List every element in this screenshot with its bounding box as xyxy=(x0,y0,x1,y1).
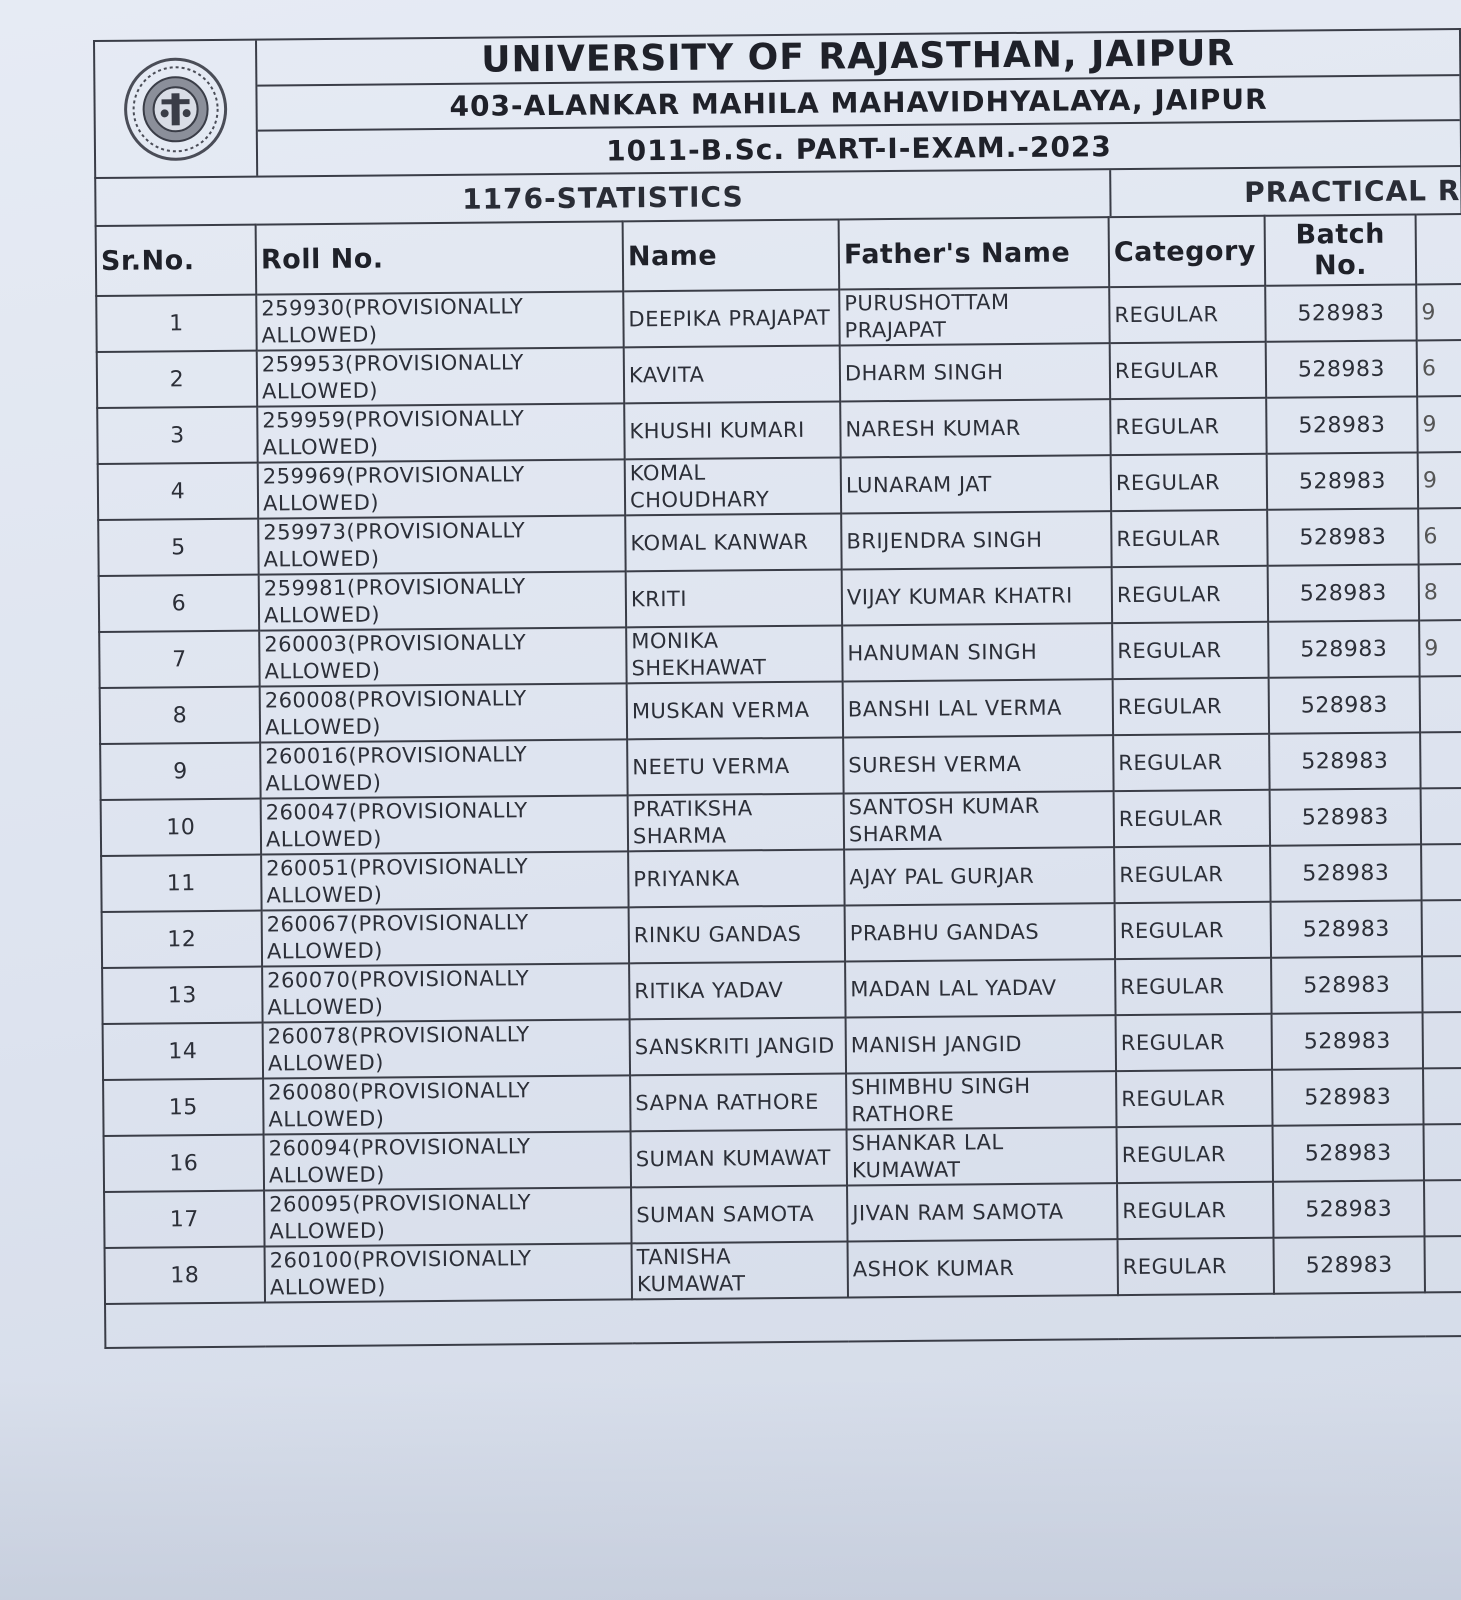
cut-off-cell xyxy=(1421,788,1461,844)
batch-no-cell: 528983 xyxy=(1272,1068,1423,1125)
sr-no-cell: 7 xyxy=(99,631,259,688)
cut-off-cell: 8 xyxy=(1419,564,1461,620)
father-name-cell: ASHOK KUMAR xyxy=(848,1239,1118,1297)
roll-no-text: 259959(PROVISIONALLY xyxy=(262,406,525,433)
category-cell: REGULAR xyxy=(1114,846,1270,903)
sr-no-cell: 9 xyxy=(100,743,260,800)
roll-status-text: ALLOWED) xyxy=(265,770,382,796)
exam-title: 1011-B.Sc. PART-I-EXAM.-2023 xyxy=(258,119,1460,175)
batch-no-cell: 528983 xyxy=(1267,508,1418,565)
roll-no-cell xyxy=(263,1019,630,1078)
roll-no-text: 259969(PROVISIONALLY xyxy=(262,462,525,489)
col-name: Name xyxy=(623,220,840,292)
roll-no-cell xyxy=(259,571,626,630)
category-cell: REGULAR xyxy=(1112,566,1268,623)
cut-off-cell xyxy=(1422,900,1461,956)
batch-no-cell: 528983 xyxy=(1266,396,1417,453)
roll-status-text: ALLOWED) xyxy=(268,1106,385,1132)
sr-no-cell: 6 xyxy=(99,575,259,632)
student-name-cell: SUMAN KUMAWAT xyxy=(631,1129,847,1187)
university-seal-icon xyxy=(121,54,230,163)
roll-no-text: 260047(PROVISIONALLY xyxy=(265,798,528,825)
cut-off-cell xyxy=(1421,844,1461,900)
sr-no-cell: 15 xyxy=(103,1079,263,1136)
student-name-cell: DEEPIKA PRAJAPAT xyxy=(623,289,839,347)
roll-no-text: 260008(PROVISIONALLY xyxy=(264,686,527,713)
student-name-cell: SAPNA RATHORE xyxy=(630,1073,846,1131)
sr-no-cell: 12 xyxy=(102,911,262,968)
category-cell: REGULAR xyxy=(1113,678,1269,735)
roll-status-text: ALLOWED) xyxy=(265,826,383,852)
father-name-cell: VIJAY KUMAR KHATRI xyxy=(842,567,1112,625)
roll-no-cell xyxy=(257,403,624,462)
roll-status-text: ALLOWED) xyxy=(261,322,378,348)
student-table xyxy=(95,213,1461,1349)
father-name-cell: LUNARAM JAT xyxy=(841,455,1111,513)
roll-no-text: 259981(PROVISIONALLY xyxy=(263,574,526,601)
roll-no-cell xyxy=(256,291,623,350)
paper-shadow xyxy=(0,1380,1461,1600)
roll-no-cell xyxy=(257,347,624,406)
father-name-cell: DHARM SINGH xyxy=(840,343,1110,401)
batch-no-cell: 528983 xyxy=(1270,788,1421,845)
roll-status-text: ALLOWED) xyxy=(263,602,381,628)
cut-off-cell xyxy=(1424,1180,1461,1236)
student-name-cell: KHUSHI KUMARI xyxy=(624,401,840,459)
father-name-cell: BANSHI LAL VERMA xyxy=(843,679,1113,737)
roll-status-text: ALLOWED) xyxy=(267,1050,384,1076)
student-name-cell: NEETU VERMA xyxy=(627,737,843,795)
sr-no-cell: 11 xyxy=(101,855,261,912)
category-cell: REGULAR xyxy=(1112,622,1268,679)
roll-status-text: ALLOWED) xyxy=(269,1218,386,1244)
category-cell: REGULAR xyxy=(1118,1238,1274,1295)
roll-status-text: ALLOWED) xyxy=(268,1162,385,1188)
student-name-cell: PRIYANKA xyxy=(628,849,844,907)
roll-no-text: 260100(PROVISIONALLY xyxy=(269,1246,532,1273)
university-title: UNIVERSITY OF RAJASTHAN, JAIPUR xyxy=(481,33,1236,81)
cut-off-cell xyxy=(1420,732,1461,788)
batch-no-cell: 528983 xyxy=(1268,564,1419,621)
roll-no-text: 260095(PROVISIONALLY xyxy=(269,1190,532,1217)
batch-no-cell: 528983 xyxy=(1270,844,1421,901)
roll-status-text: ALLOWED) xyxy=(264,658,381,684)
roll-status-text: ALLOWED) xyxy=(266,882,383,908)
roll-no-cell xyxy=(264,1131,631,1190)
category-cell: REGULAR xyxy=(1114,790,1270,847)
category-cell: REGULAR xyxy=(1115,902,1271,959)
category-cell: REGULAR xyxy=(1115,958,1271,1015)
roll-status-text: ALLOWED) xyxy=(263,546,380,572)
table-header-row xyxy=(96,214,1461,296)
roll-no-cell xyxy=(262,907,629,966)
father-name-cell: MANISH JANGID xyxy=(846,1015,1116,1073)
student-name-cell: SUMAN SAMOTA xyxy=(631,1185,847,1243)
roll-status-text: ALLOWED) xyxy=(267,994,384,1020)
batch-no-cell: 528983 xyxy=(1266,340,1417,397)
student-name-cell: KOMAL CHOUDHARY xyxy=(625,457,841,515)
batch-no-cell: 528983 xyxy=(1268,620,1419,677)
sr-no-cell: 5 xyxy=(98,519,258,576)
student-name-cell: KRITI xyxy=(626,569,842,627)
roll-no-cell xyxy=(263,1075,630,1134)
student-name-cell: MONIKA SHEKHAWAT xyxy=(626,625,842,683)
result-document xyxy=(93,28,1461,1349)
roll-status-text: ALLOWED) xyxy=(262,434,379,460)
subject-title: 1176-STATISTICS xyxy=(96,170,1111,225)
col-roll-no: Roll No. xyxy=(256,221,624,294)
cut-off-cell xyxy=(1423,1012,1461,1068)
col-sr-no: Sr.No. xyxy=(96,225,257,296)
student-name-cell: TANISHA KUMAWAT xyxy=(632,1241,848,1299)
category-cell: REGULAR xyxy=(1110,398,1266,455)
father-name-cell: BRIJENDRA SINGH xyxy=(841,511,1111,569)
roll-status-text: ALLOWED) xyxy=(269,1274,386,1300)
father-name-cell: SANTOSH KUMAR SHARMA xyxy=(844,791,1114,849)
batch-no-cell: 528983 xyxy=(1272,1012,1423,1069)
roll-no-text: 259973(PROVISIONALLY xyxy=(263,518,526,545)
cut-off-cell xyxy=(1424,1124,1461,1180)
batch-no-cell: 528983 xyxy=(1265,284,1416,341)
roll-no-cell xyxy=(258,459,625,518)
sr-no-cell: 13 xyxy=(102,967,262,1024)
cut-off-cell xyxy=(1424,1236,1461,1292)
category-cell: REGULAR xyxy=(1117,1126,1273,1183)
cut-off-cell: 9 xyxy=(1418,452,1461,508)
document-header xyxy=(93,28,1461,177)
batch-no-cell: 528983 xyxy=(1273,1236,1424,1293)
father-name-cell: JIVAN RAM SAMOTA xyxy=(847,1183,1117,1241)
sr-no-cell: 2 xyxy=(97,351,257,408)
sr-no-cell: 10 xyxy=(101,799,261,856)
student-name-cell: MUSKAN VERMA xyxy=(627,681,843,739)
roll-no-cell xyxy=(258,515,625,574)
cut-off-cell xyxy=(1420,676,1461,732)
batch-no-cell: 528983 xyxy=(1273,1180,1424,1237)
practical-heading: PRACTICAL R xyxy=(1244,173,1461,209)
father-name-cell: PURUSHOTTAM PRAJAPAT xyxy=(839,287,1109,345)
category-cell: REGULAR xyxy=(1111,510,1267,567)
sr-no-cell: 16 xyxy=(104,1135,264,1192)
logo-cell xyxy=(95,41,258,177)
category-cell: REGULAR xyxy=(1113,734,1269,791)
cut-off-cell: 9 xyxy=(1417,396,1461,452)
father-name-cell: PRABHU GANDAS xyxy=(845,903,1115,961)
father-name-cell: AJAY PAL GURJAR xyxy=(844,847,1114,905)
roll-no-cell xyxy=(265,1243,632,1302)
roll-no-cell xyxy=(260,739,627,798)
batch-no-cell: 528983 xyxy=(1271,900,1422,957)
category-cell: REGULAR xyxy=(1109,286,1265,343)
cut-off-cell xyxy=(1423,1068,1461,1124)
roll-no-cell xyxy=(260,683,627,742)
roll-no-cell xyxy=(259,627,626,686)
roll-no-cell xyxy=(261,851,628,910)
batch-no-cell: 528983 xyxy=(1267,452,1418,509)
roll-no-text: 260016(PROVISIONALLY xyxy=(265,742,528,769)
category-cell: REGULAR xyxy=(1116,1014,1272,1071)
cut-off-cell: 9 xyxy=(1416,284,1461,340)
category-cell: REGULAR xyxy=(1117,1182,1273,1239)
roll-no-cell xyxy=(262,963,629,1022)
father-name-cell: HANUMAN SINGH xyxy=(842,623,1112,681)
category-cell: REGULAR xyxy=(1110,342,1266,399)
roll-status-text: ALLOWED) xyxy=(264,714,382,740)
sr-no-cell: 8 xyxy=(100,687,260,744)
father-name-cell: MADAN LAL YADAV xyxy=(845,959,1115,1017)
roll-no-cell xyxy=(261,795,628,854)
roll-no-text: 259953(PROVISIONALLY xyxy=(261,350,524,377)
father-name-cell: SHANKAR LAL KUMAWAT xyxy=(847,1127,1117,1185)
roll-status-text: ALLOWED) xyxy=(262,490,380,516)
col-father-name: Father's Name xyxy=(839,217,1110,289)
roll-status-text: ALLOWED) xyxy=(266,938,384,964)
student-name-cell: RITIKA YADAV xyxy=(629,961,845,1019)
roll-no-text: 260051(PROVISIONALLY xyxy=(266,854,529,881)
father-name-cell: SURESH VERMA xyxy=(843,735,1113,793)
student-name-cell: RINKU GANDAS xyxy=(629,905,845,963)
student-name-cell: PRATIKSHA SHARMA xyxy=(628,793,844,851)
col-batch-no: Batch No. xyxy=(1265,214,1417,285)
roll-no-text: 259930(PROVISIONALLY xyxy=(261,294,524,321)
col-category: Category xyxy=(1109,216,1266,287)
col-cut-off xyxy=(1416,214,1461,284)
student-name-cell: SANSKRITI JANGID xyxy=(630,1017,846,1075)
sr-no-cell: 1 xyxy=(96,295,256,352)
category-cell: REGULAR xyxy=(1116,1070,1272,1127)
roll-no-text: 260070(PROVISIONALLY xyxy=(267,966,530,993)
cut-off-cell: 6 xyxy=(1417,340,1461,396)
cut-off-cell xyxy=(1422,956,1461,1012)
roll-no-text: 260094(PROVISIONALLY xyxy=(268,1134,531,1161)
batch-no-cell: 528983 xyxy=(1271,956,1422,1013)
sr-no-cell: 3 xyxy=(97,407,257,464)
roll-no-cell xyxy=(264,1187,631,1246)
roll-no-text: 260067(PROVISIONALLY xyxy=(266,910,529,937)
roll-no-text: 260003(PROVISIONALLY xyxy=(264,630,527,657)
sr-no-cell: 4 xyxy=(98,463,258,520)
roll-no-text: 260078(PROVISIONALLY xyxy=(267,1022,530,1049)
roll-status-text: ALLOWED) xyxy=(261,378,379,404)
sr-no-cell: 18 xyxy=(105,1247,265,1304)
batch-no-cell: 528983 xyxy=(1273,1124,1424,1181)
father-name-cell: NARESH KUMAR xyxy=(840,399,1110,457)
sr-no-cell: 17 xyxy=(104,1191,264,1248)
student-name-cell: KOMAL KANWAR xyxy=(625,513,841,571)
batch-no-cell: 528983 xyxy=(1269,676,1420,733)
batch-no-cell: 528983 xyxy=(1269,732,1420,789)
father-name-cell: SHIMBHU SINGH RATHORE xyxy=(846,1071,1116,1129)
category-cell: REGULAR xyxy=(1111,454,1267,511)
cut-off-cell: 9 xyxy=(1419,620,1461,676)
college-title: 403-ALANKAR MAHILA MAHAVIDHYALAYA, JAIPUR xyxy=(257,74,1459,130)
sr-no-cell: 14 xyxy=(103,1023,263,1080)
cut-off-cell: 6 xyxy=(1418,508,1461,564)
student-name-cell: KAVITA xyxy=(624,345,840,403)
roll-no-text: 260080(PROVISIONALLY xyxy=(268,1078,531,1105)
